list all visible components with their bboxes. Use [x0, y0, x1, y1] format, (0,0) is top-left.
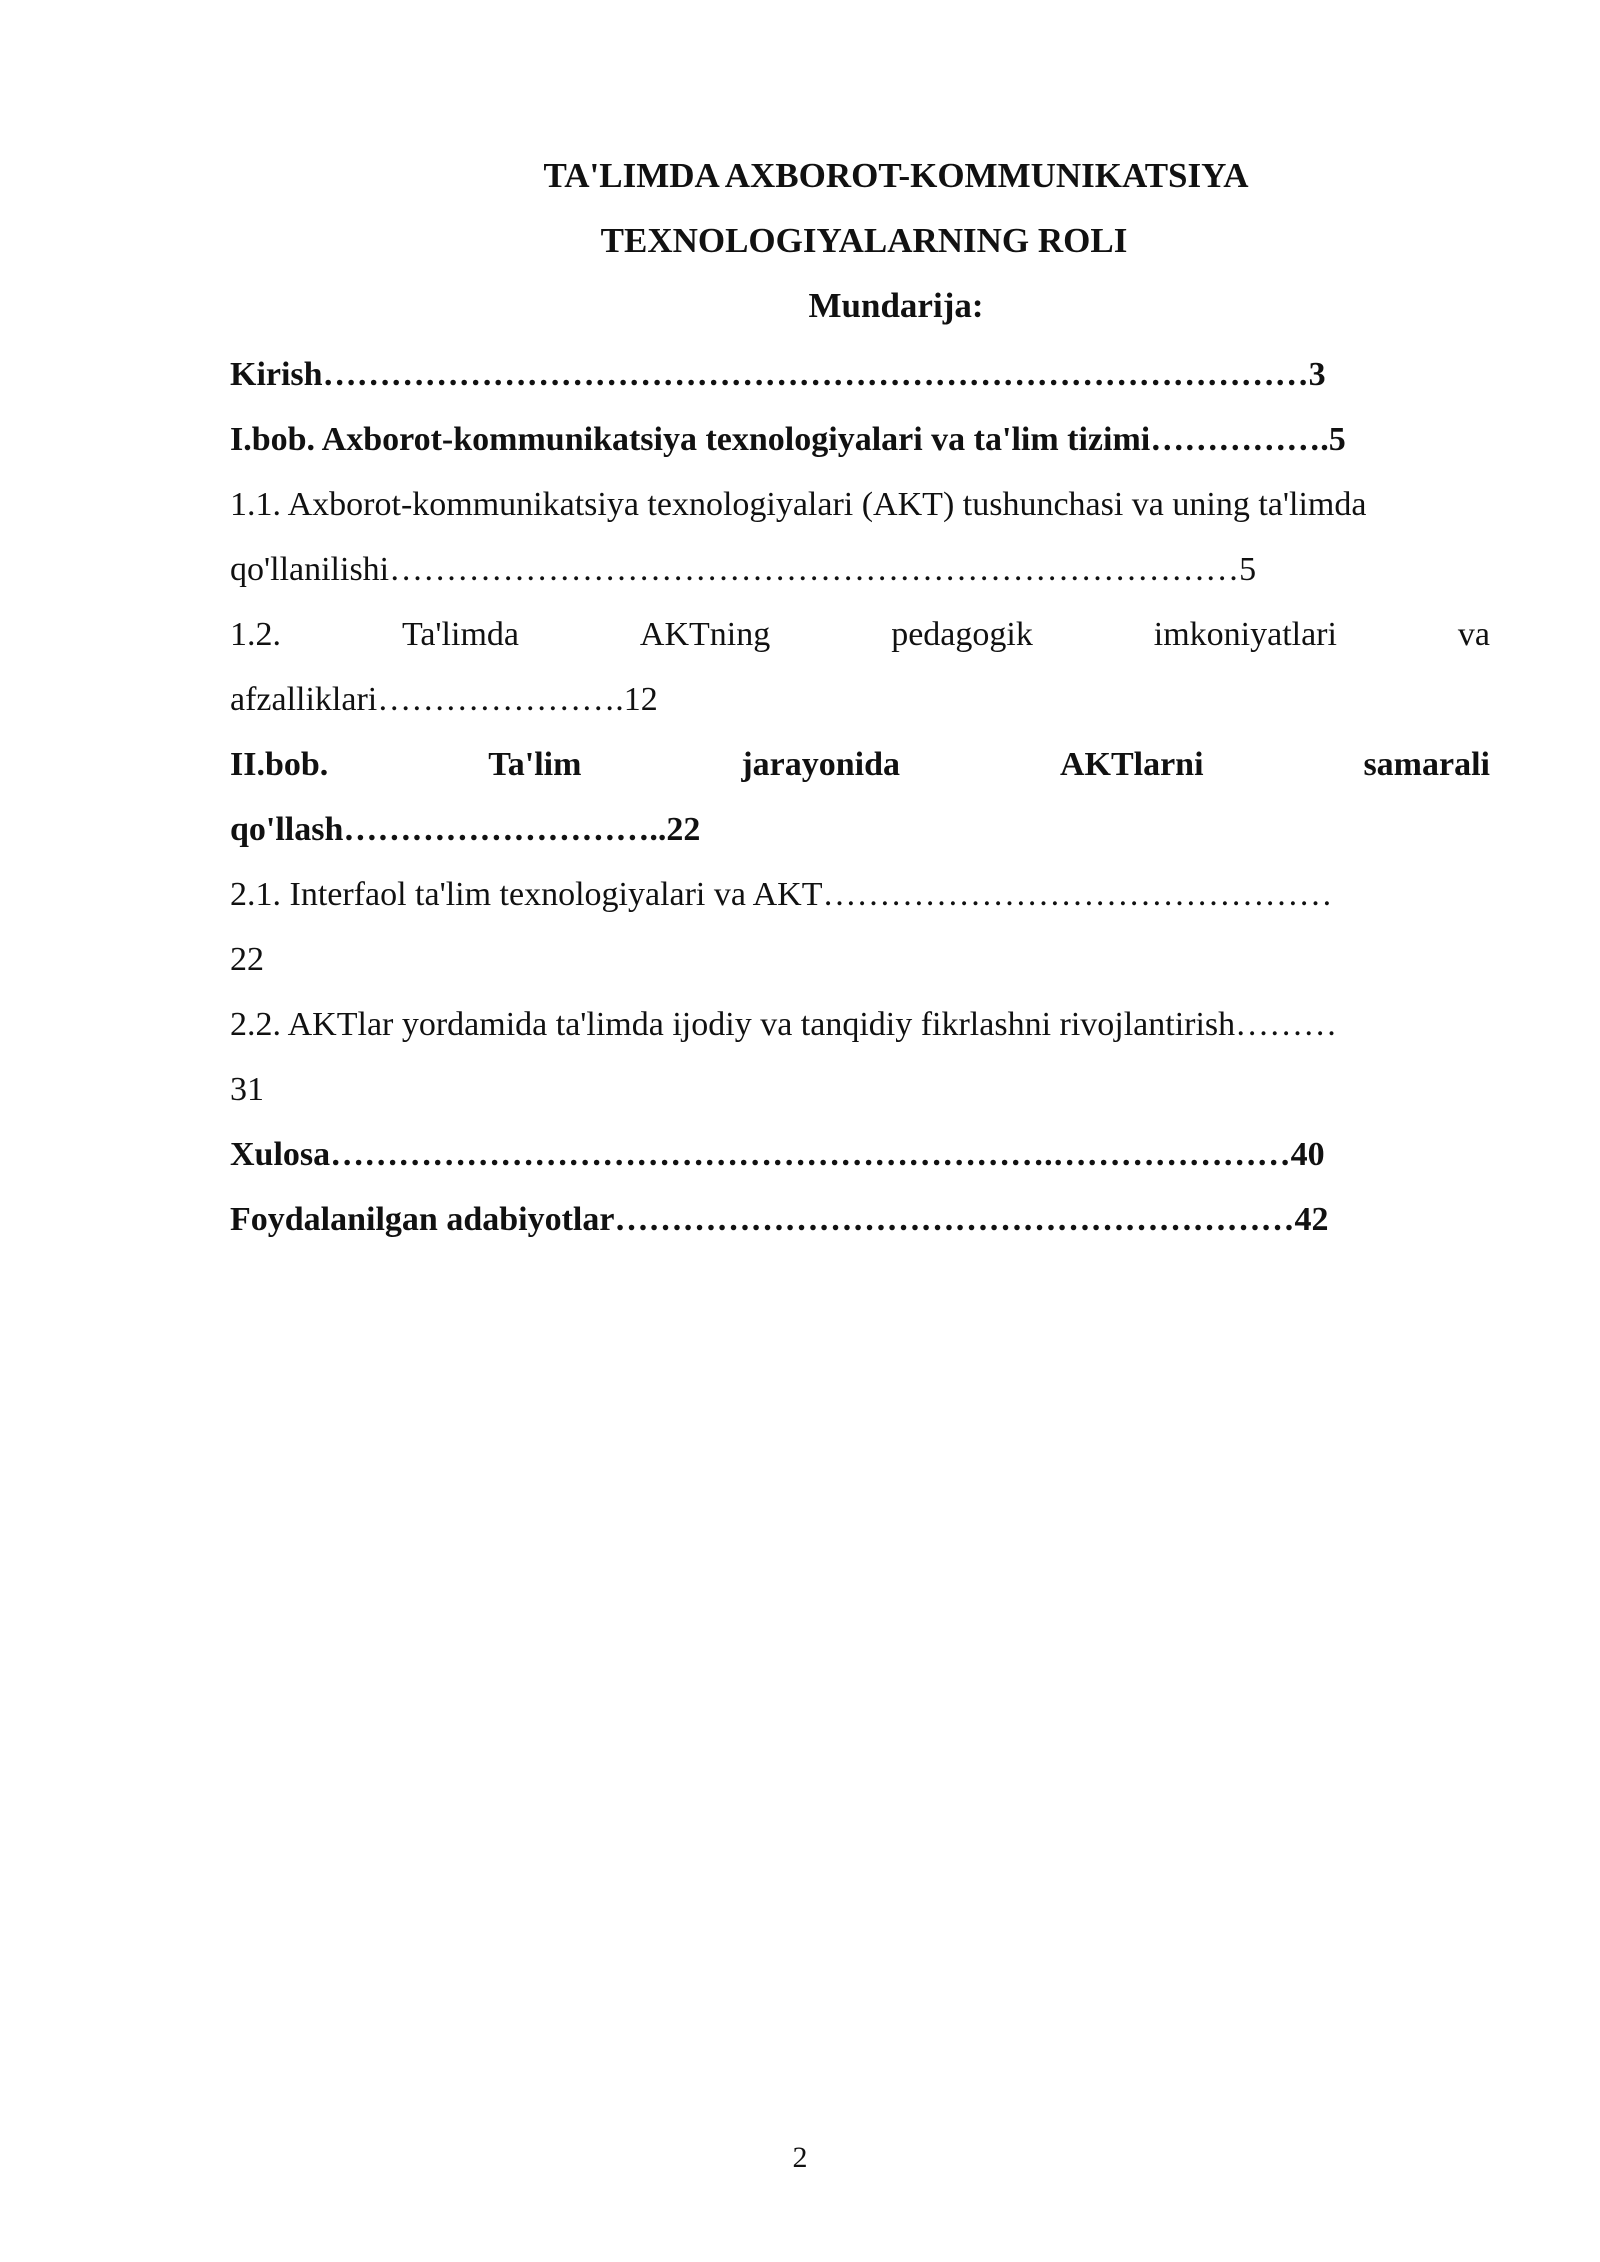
toc-entry-chapter-1: I.bob. Axborot-kommunikatsiya texnologiyalari va ta'lim tizimi…………….5	[230, 421, 1346, 458]
toc-word: samarali	[1363, 746, 1490, 783]
toc-word: AKTning	[639, 616, 771, 653]
document-title-line-1: TA'LIMDA AXBOROT-KOMMUNIKATSIYA	[543, 156, 1249, 195]
toc-word: jarayonida	[741, 746, 901, 783]
toc-word: II.bob.	[230, 746, 329, 783]
toc-word: pedagogik	[891, 616, 1033, 653]
toc-entry-chapter-2-line-2: qo'llash………………………..22	[230, 811, 701, 848]
page-number: 2	[792, 2141, 808, 2174]
toc-entry-2-2-line-1: 2.2. AKTlar yordamida ta'limda ijodiy va tanqidiy fikrlashni rivojlantirish………	[230, 1006, 1338, 1043]
toc-entry-1-1-line-2: qo'llanilishi…………………………………………………………………5	[230, 551, 1257, 588]
toc-entry-2-2-line-2: 31	[230, 1071, 264, 1108]
toc-entry-adabiyotlar: Foydalanilgan adabiyotlar……………………………………………………42	[230, 1201, 1329, 1238]
toc-entry-xulosa: Xulosa……………………………………………………….…………………40	[230, 1136, 1325, 1173]
toc-entry-kirish: Kirish……………………………………………………………………………3	[230, 356, 1326, 393]
table-of-contents	[230, 342, 1490, 1252]
document-title-line-2: TEXNOLOGIYALARNING ROLI	[600, 221, 1128, 260]
toc-entry-2-1-line-2: 22	[230, 941, 264, 978]
toc-entry-1-2-line-1	[230, 602, 1490, 667]
toc-word: imkoniyatlari	[1153, 616, 1337, 653]
toc-word: Ta'lim	[488, 746, 582, 783]
toc-entry-1-2-line-2: afzalliklari………………….12	[230, 681, 658, 718]
toc-word: Ta'limda	[401, 616, 519, 653]
toc-word: AKTlarni	[1059, 746, 1204, 783]
toc-entry-chapter-2-line-1	[230, 732, 1490, 797]
toc-word: 1.2.	[230, 616, 281, 653]
toc-entry-1-1-line-1: 1.1. Axborot-kommunikatsiya texnologiyalari (AKT) tushunchasi va uning ta'limda	[230, 486, 1367, 523]
toc-entry-2-1-line-1: 2.1. Interfaol ta'lim texnologiyalari va AKT………………………………………	[230, 876, 1333, 913]
toc-word: va	[1457, 616, 1490, 653]
contents-heading: Mundarija:	[808, 286, 984, 325]
